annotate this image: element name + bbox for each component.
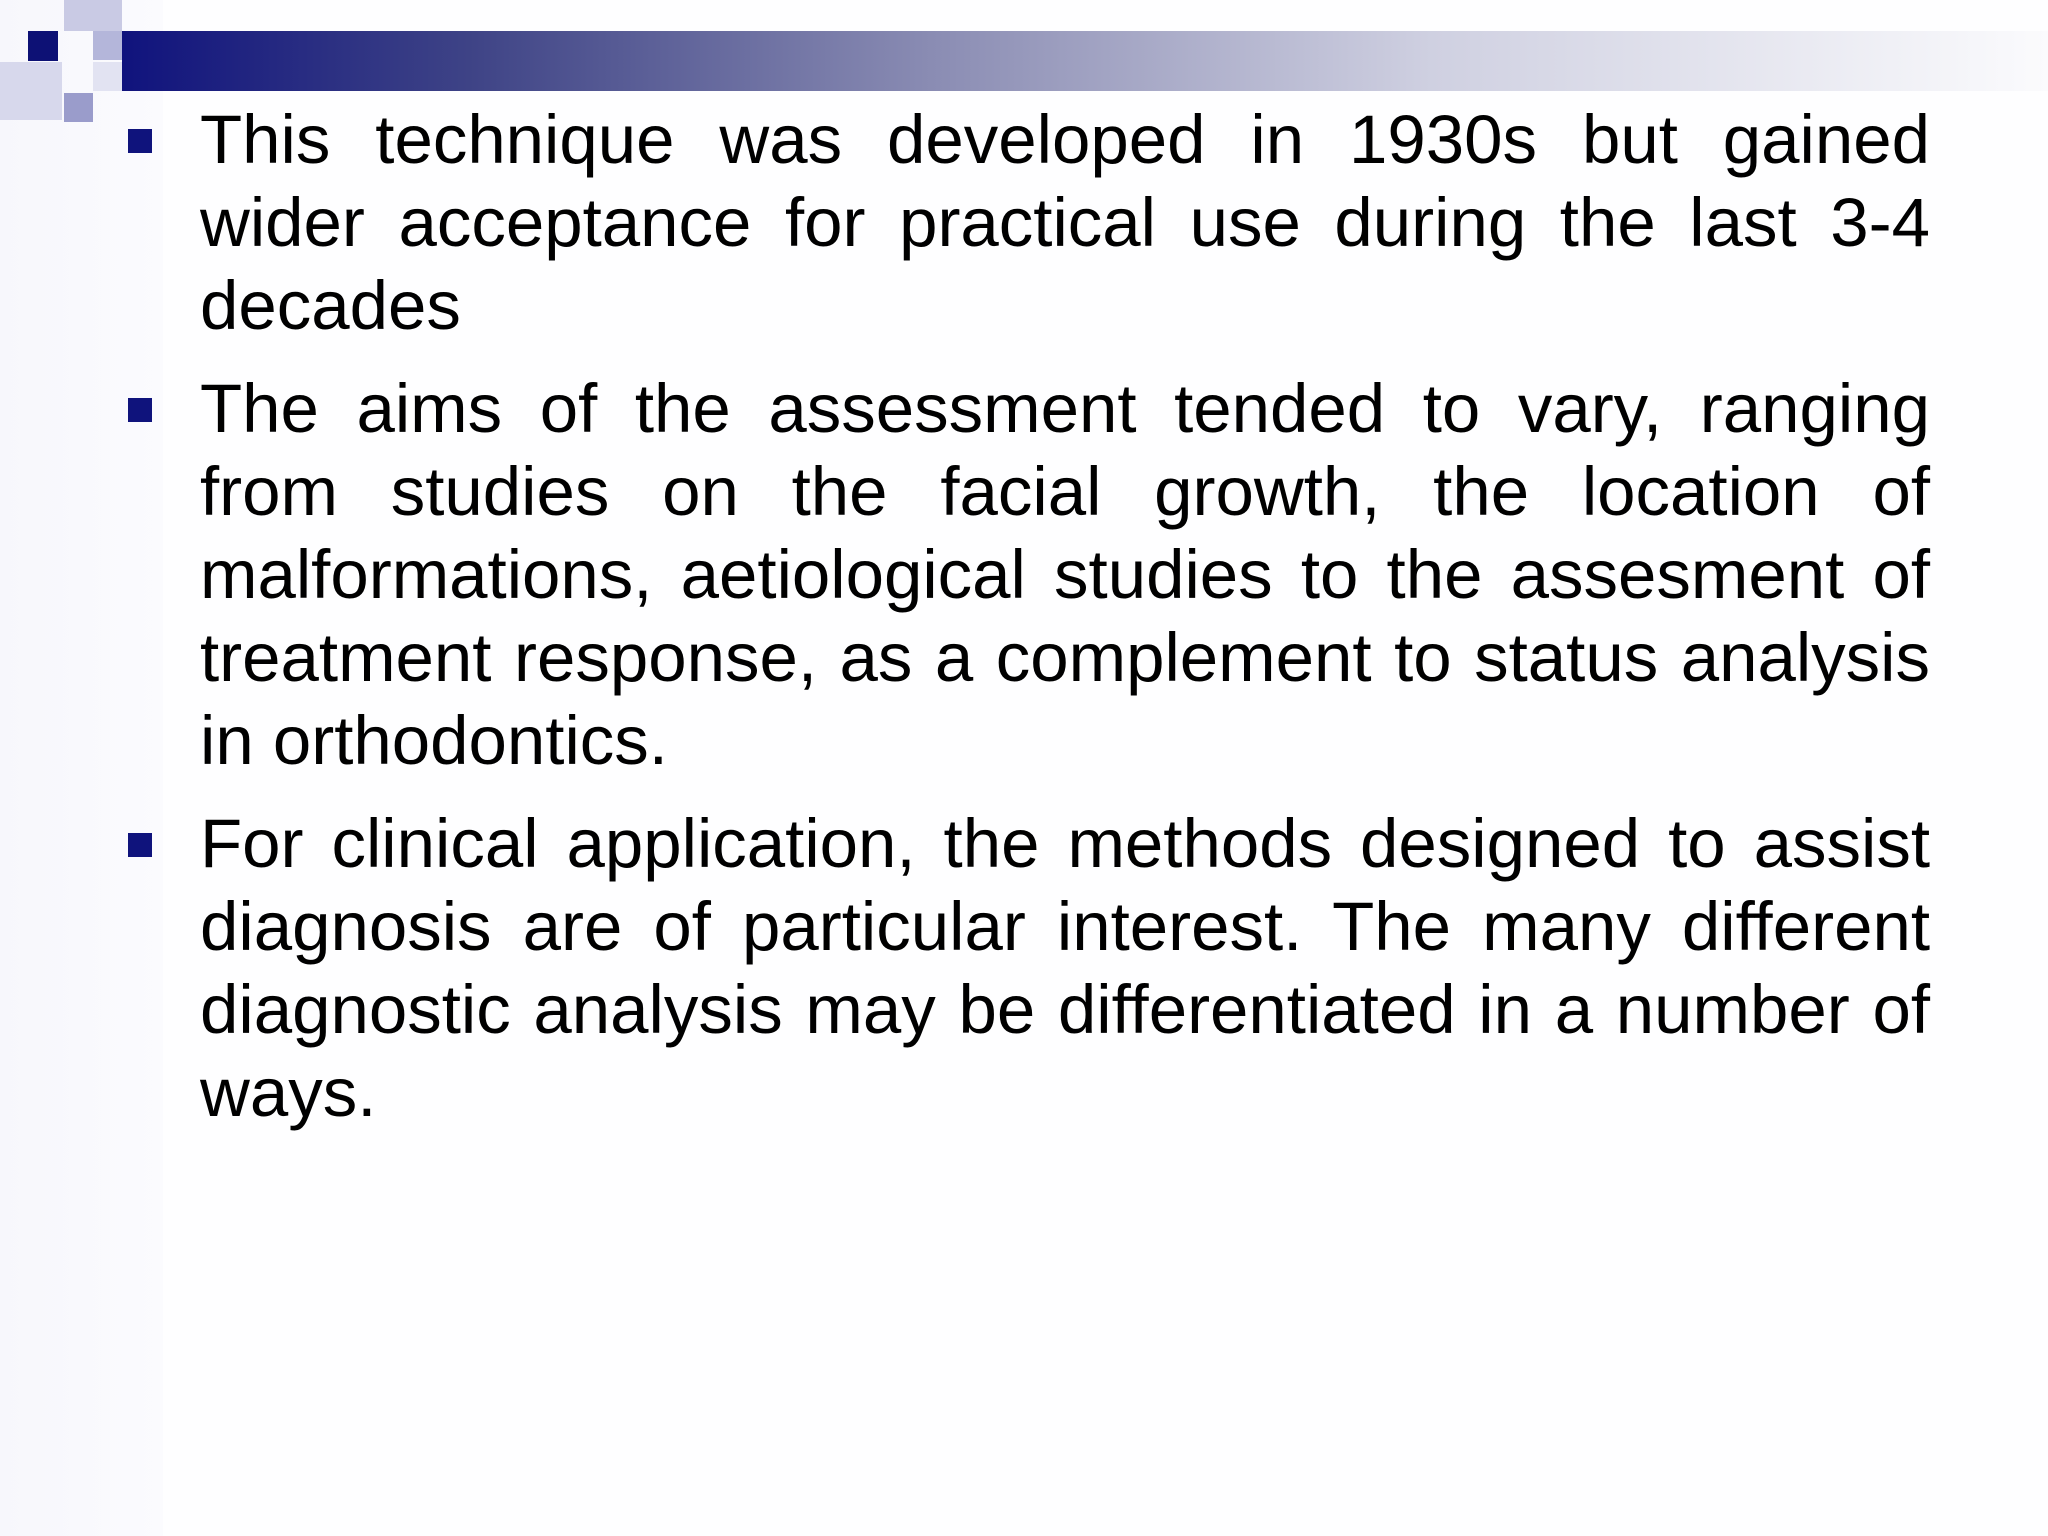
bullet-item: [120, 367, 1930, 782]
corner-square-decoration: [28, 31, 58, 61]
corner-square-decoration: [93, 31, 122, 60]
square-bullet-icon: [128, 833, 152, 857]
bullet-item: [120, 802, 1930, 1134]
bullet-list: [120, 98, 1930, 1154]
bullet-text: For clinical application, the methods designed to assist diagnosis are of particular interest. The many different diagnostic analysis may be differentiated in a number of ways.: [200, 805, 1930, 1131]
corner-square-decoration: [93, 62, 122, 91]
square-bullet-icon: [128, 398, 152, 422]
bullet-text: This technique was developed in 1930s but gained wider acceptance for practical use during the last 3-4 decades: [200, 101, 1930, 344]
bullet-item: [120, 98, 1930, 347]
corner-square-decoration: [64, 0, 122, 31]
bullet-text: The aims of the assessment tended to vary, ranging from studies on the facial growth, the location of malformations, aetiological studies to the assesment of treatment response, as a complement to status analysis in orthodontics.: [200, 370, 1930, 779]
header-gradient-bar: [122, 31, 2048, 91]
corner-square-decoration: [64, 93, 93, 122]
square-bullet-icon: [128, 129, 152, 153]
corner-square-decoration: [0, 62, 62, 120]
